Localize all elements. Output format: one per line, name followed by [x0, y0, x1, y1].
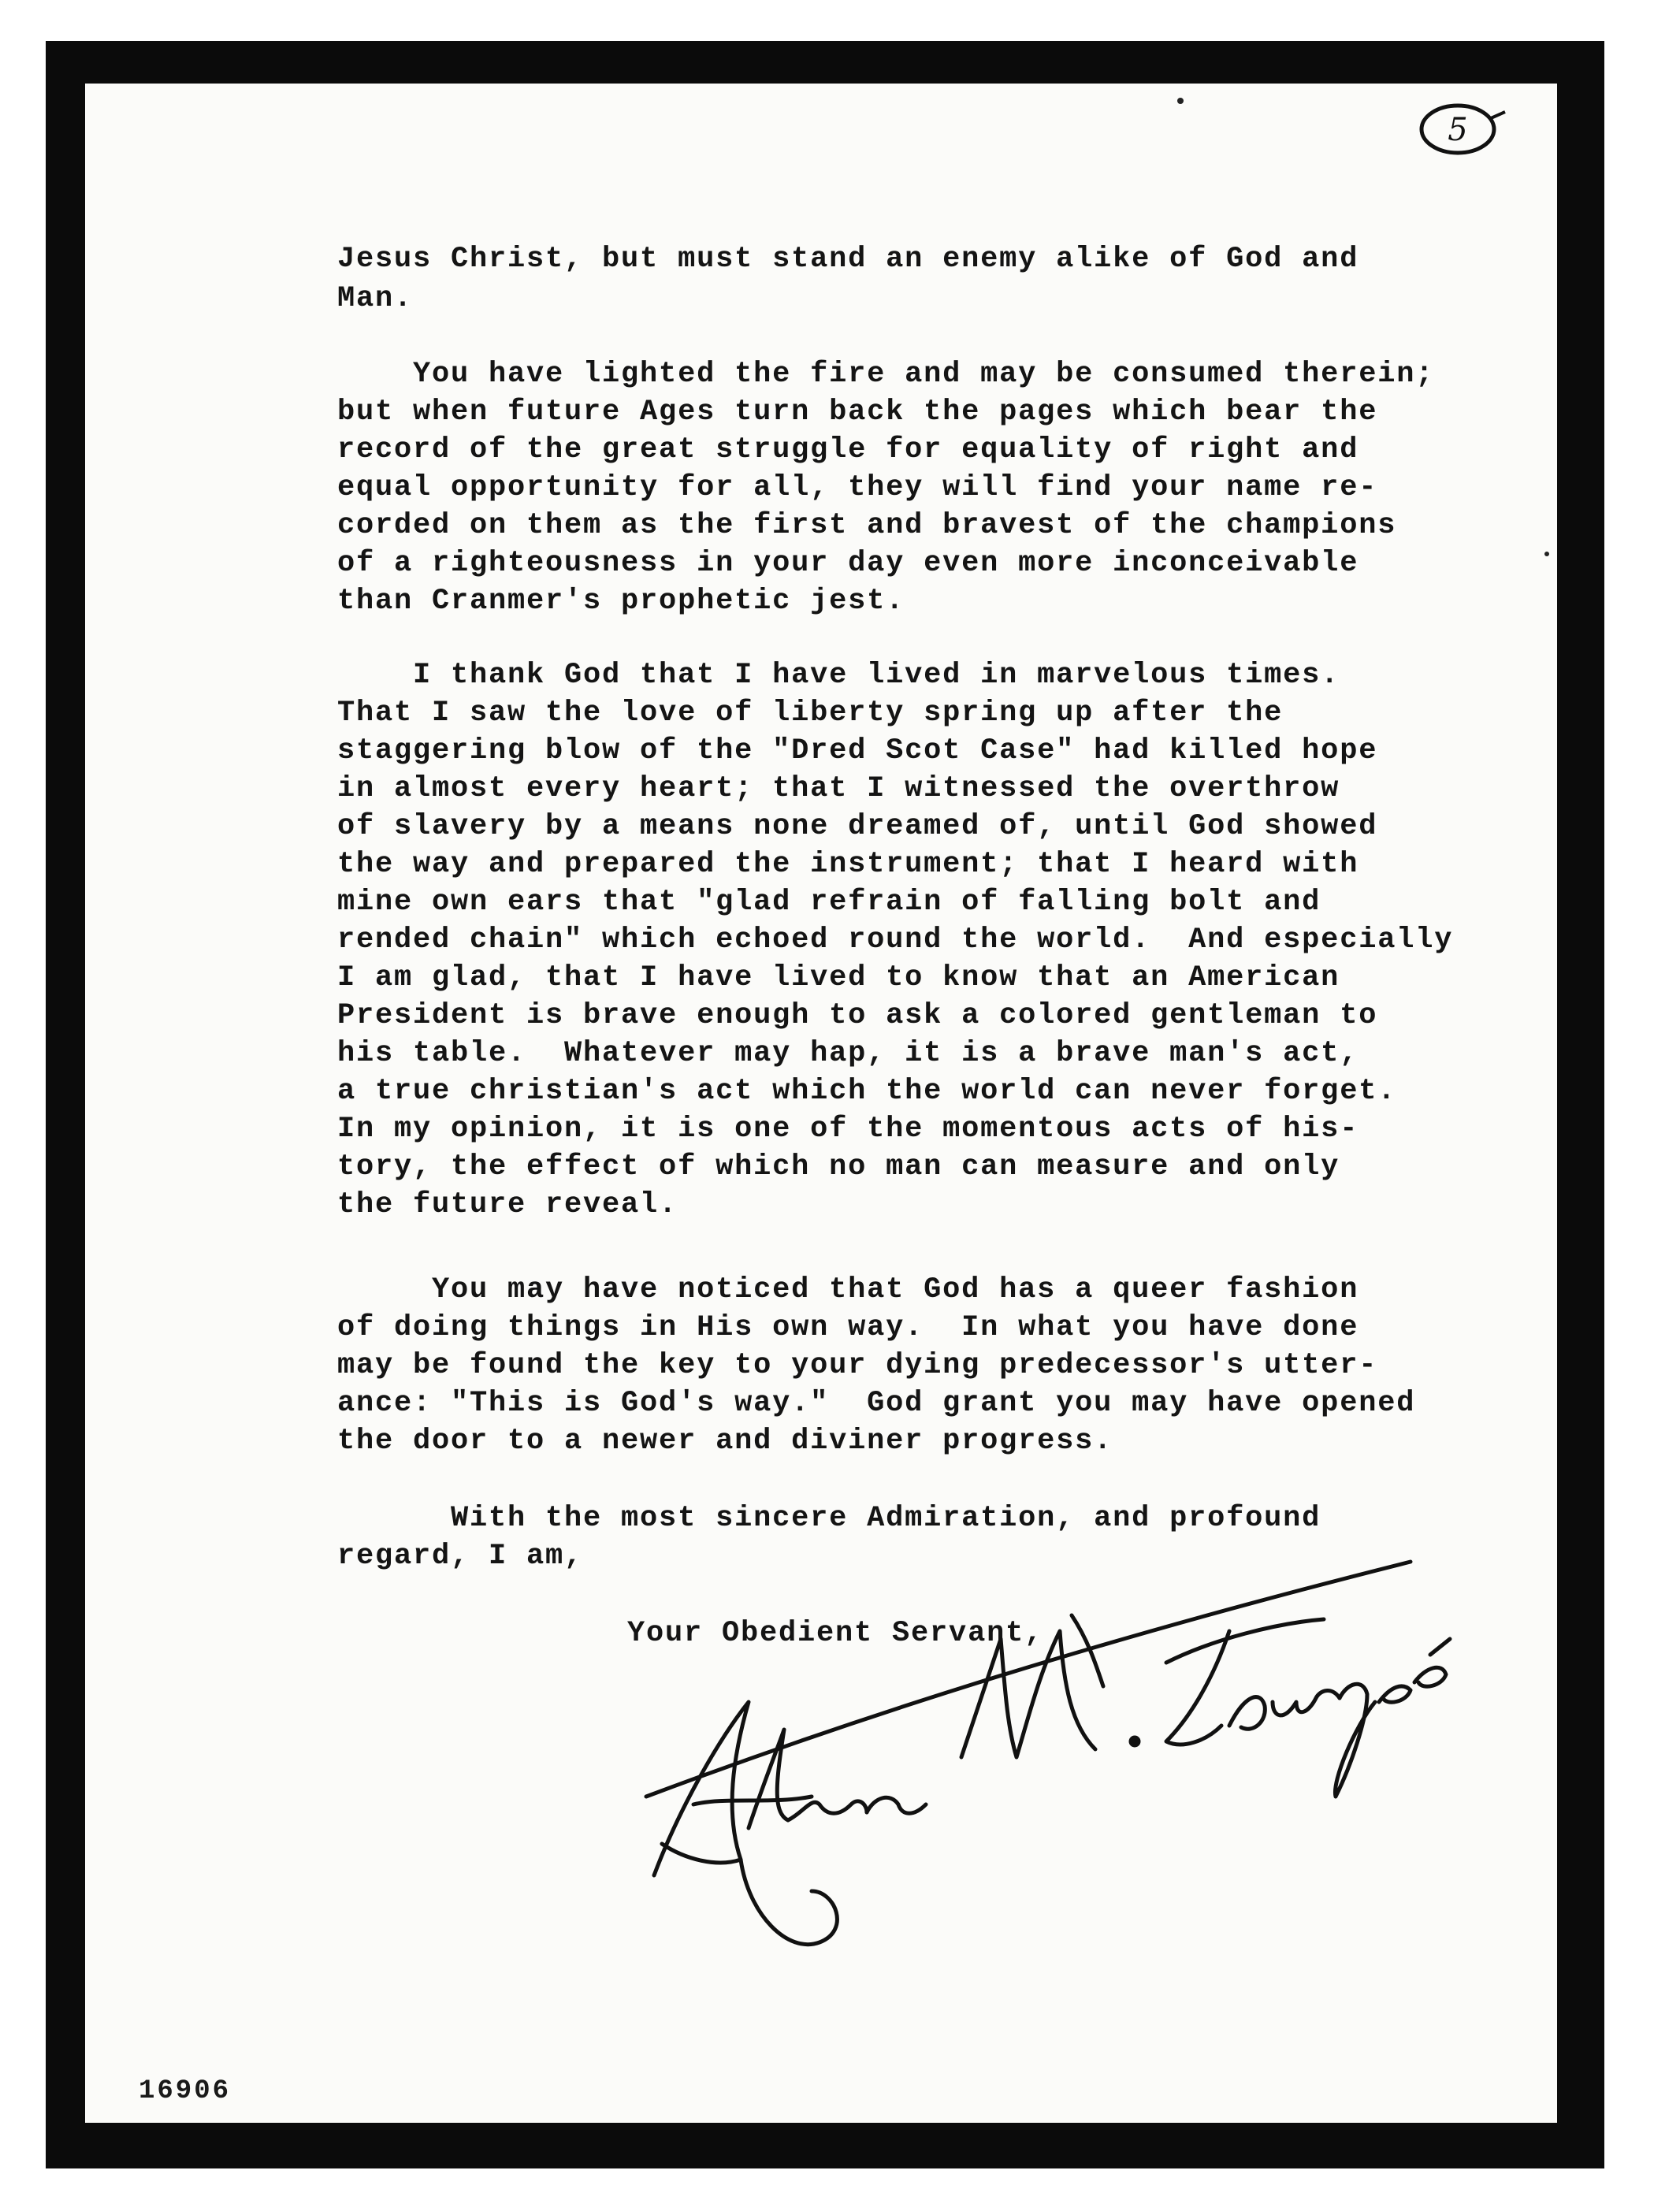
text-line: of a righteousness in your day even more inconceivable [337, 547, 1359, 580]
text-line: record of the great struggle for equality of right and [337, 433, 1359, 466]
text-line: in almost every heart; that I witnessed the overthrow [337, 772, 1340, 805]
text-line: I am glad, that I have lived to know that an American [337, 961, 1340, 994]
text-line: mine own ears that "glad refrain of falling bolt and [337, 886, 1321, 919]
paragraph-1 [337, 243, 1359, 375]
text-line: In my opinion, it is one of the momentous acts of his- [337, 1113, 1359, 1146]
text-line: the door to a newer and diviner progress. [337, 1425, 1113, 1458]
text-line: of doing things in His own way. In what you have done [337, 1311, 1359, 1344]
text-line: That I saw the love of liberty spring up after the [337, 697, 1284, 730]
text-line: a true christian's act which the world can never forget. [337, 1075, 1397, 1108]
text-line: may be found the key to your dying predecessor's utter- [337, 1349, 1378, 1382]
text-line: staggering blow of the "Dred Scot Case" had killed hope [337, 734, 1378, 767]
paragraph-2 [337, 358, 1435, 656]
text-line: his table. Whatever may hap, it is a brave man's act, [337, 1037, 1359, 1070]
text-line: rended chain" which echoed round the world. And especially [337, 923, 1454, 957]
text-line: but when future Ages turn back the pages which bear the [337, 396, 1378, 429]
text-line: regard, I am, [337, 1540, 584, 1573]
text-line: the future reveal. [337, 1188, 678, 1221]
ink-speck [1544, 552, 1549, 556]
page-number-text: 5 [1448, 112, 1468, 148]
circled-page-number [1415, 95, 1510, 165]
text-line: corded on them as the first and bravest of the champions [337, 509, 1397, 542]
text-line: President is brave enough to ask a colored gentleman to [337, 999, 1378, 1032]
text-line: ance: "This is God's way." God grant you may have opened [337, 1387, 1416, 1420]
page-number-circle [1415, 95, 1510, 165]
text-line: Man. [337, 282, 414, 315]
signature-drawing [630, 1544, 1576, 1954]
ink-speck [1177, 98, 1184, 104]
text-line: of slavery by a means none dreamed of, until God showed [337, 810, 1378, 843]
handwritten-signature [630, 1544, 1576, 1954]
paragraph-4 [337, 1273, 1416, 1505]
text-line: the way and prepared the instrument; that I heard with [337, 848, 1359, 881]
text-line: With the most sincere Admiration, and profound [337, 1502, 1321, 1535]
text-line: tory, the effect of which no man can measure and only [337, 1150, 1340, 1184]
text-line: I thank God that I have lived in marvelous times. [337, 659, 1340, 692]
text-line: equal opportunity for all, they will find your name re- [337, 471, 1378, 504]
text-line: You may have noticed that God has a queer fashion [337, 1273, 1359, 1306]
text-line: than Cranmer's prophetic jest. [337, 585, 905, 618]
text-line: You have lighted the fire and may be consumed therein; [337, 358, 1435, 391]
closing-text: Your Obedient Servant, [627, 1617, 1044, 1650]
text-line: Jesus Christ, but must stand an enemy alike of God and [337, 243, 1359, 276]
paragraph-3 [337, 659, 1454, 1221]
document-number: 16906 [139, 2076, 232, 2106]
